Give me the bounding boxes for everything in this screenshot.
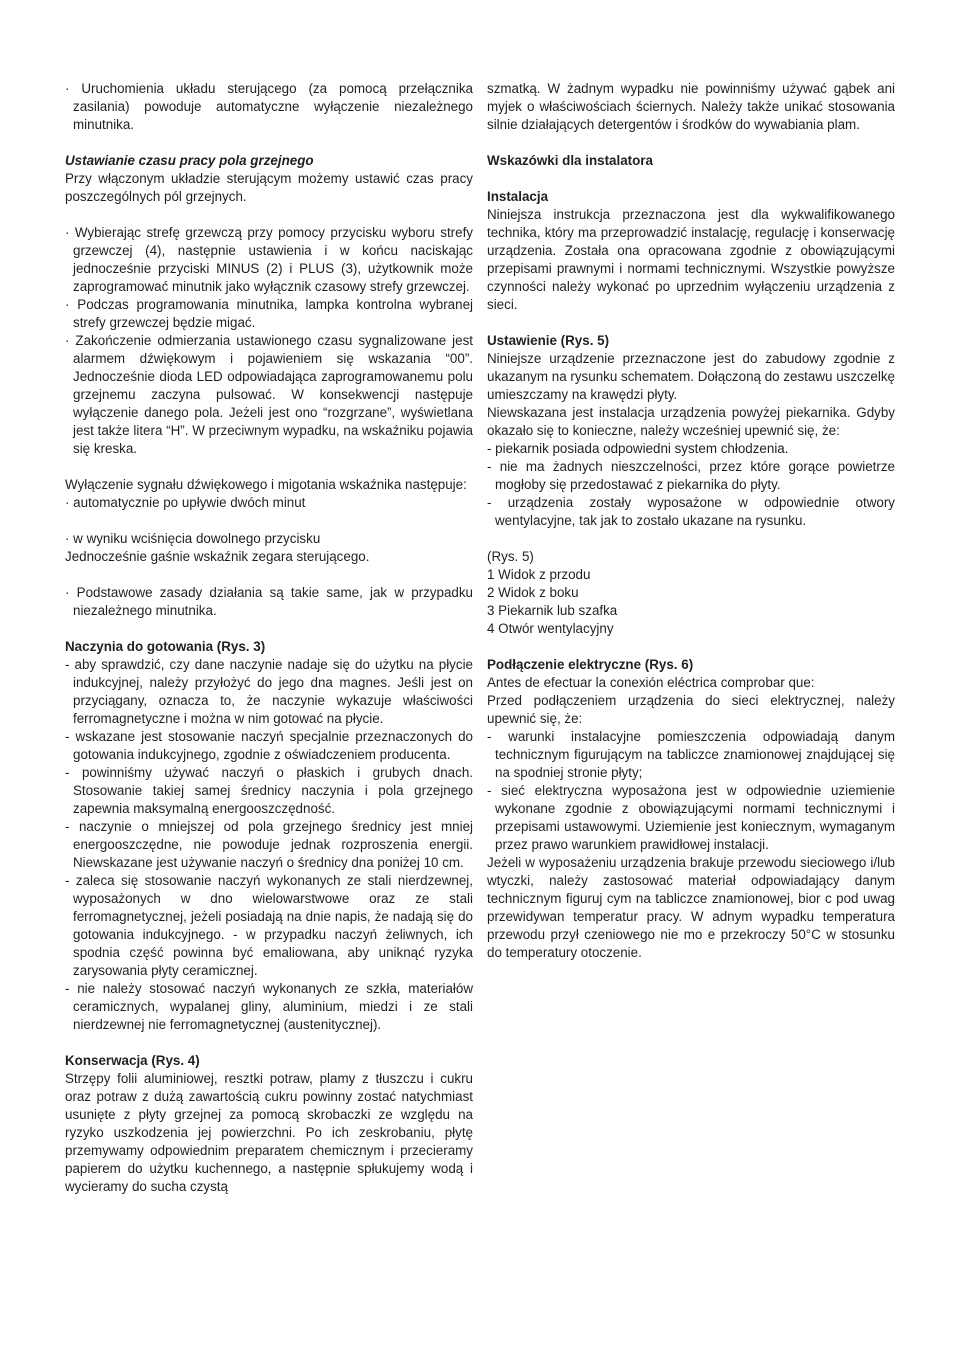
- setup-text: Niewskazana jest instalacja urządzenia powyżej piekarnika. Gdyby okazało się to konieczne, należy wcześniej upewnić się, że:: [487, 405, 895, 438]
- list-item: · Wybierając strefę grzewczą przy pomocy przycisku wyboru strefy grzewczej (4), następnie ustawienia i w końcu naciskając jednocześnie przyciski MINUS (2) i PLUS (3), użytkownik może zaprogramować minutnik jako wyłącznik czasowy strefy grzewczej.: [65, 225, 473, 294]
- basic-rules: · Podstawowe zasady działania są takie same, jak w przypadku niezależnego minutnika.: [65, 585, 473, 618]
- maintenance-continued: szmatką. W żadnym wypadku nie powinniśmy używać gąbek ani myjek o właściwościach ściernych. Należy także unikać stosowania silnie działających detergentów i środków do wywabiania plam.: [487, 81, 895, 132]
- figure-legend-item: 2 Widok z boku: [487, 585, 579, 600]
- list-item: - sieć elektryczna wyposażona jest w odpowiednie uziemienie wykonane zgodnie z obowiązującymi normami technicznymi i przepisami ustawowymi. Uziemienie jest koniecznym, wymaganym przez prawo warunkiem prawidłowej instalacji.: [487, 783, 895, 852]
- list-item: - zaleca się stosowanie naczyń wykonanych ze stali nierdzewnej, wyposażonych w dno wielowarstwowe oraz ze stali ferromagnetycznej, jeżeli posiadają na dnie napis, że nadają się do gotowania indukcyjnego. - w przypadku naczyń żeliwnych, ich spodnia część powinna być emaliowana, aby uniknąć ryzyka zarysowania płyty ceramicznej.: [65, 873, 473, 978]
- list-item: - nie ma żadnych nieszczelności, przez które gorące powietrze mogłoby się przedostawać z piekarnika do płyty.: [487, 459, 895, 492]
- list-item: - wskazane jest stosowanie naczyń specjalnie przeznaczonych do gotowania indukcyjnego, zgodnie z oświadczeniem producenta.: [65, 729, 473, 762]
- signal-intro: Wyłączenie sygnału dźwiękowego i migotania wskaźnika następuje:: [65, 477, 467, 492]
- right-column: [487, 80, 895, 962]
- heading-setup: Ustawienie (Rys. 5): [487, 333, 610, 348]
- list-item: - naczynie o mniejszej od pola grzejnego średnicy jest mniej energooszczędne, nie powoduje jednak rozproszenia energii. Niewskazane jest używanie naczyń o średnicy dna poniżej 10 cm.: [65, 819, 473, 870]
- left-column: [65, 80, 473, 1196]
- list-item: - nie należy stosować naczyń wykonanych ze szkła, materiałów ceramicznych, wypalanej gliny, aluminium, miedzi i ze stali nierdzewnej nie ferromagnetycznej (austenitycznej).: [65, 981, 473, 1032]
- installation-text: Niniejsza instrukcja przeznaczona jest dla wykwalifikowanego technika, który ma przeprowadzić instalację, regulację i konserwację urządzenia. Została ona opracowana zgodnie z obowiązującymi przepisami prawnymi i normami technicznymi. Wszystkie powyższe czynności należy wykonać po uprzednim wyłączeniu urządzenia z sieci.: [487, 207, 895, 312]
- timer-intro: Przy włączonym układzie sterującym możemy ustawić czas pracy poszczególnych pól grzejnych.: [65, 171, 473, 204]
- list-item: - piekarnik posiada odpowiedni system chłodzenia.: [487, 441, 789, 456]
- list-item: - powinniśmy używać naczyń o płaskich i grubych dnach. Stosowanie takiej samej średnicy naczynia i pola grzejnego zapewnia maksymalną energooszczędność.: [65, 765, 473, 816]
- list-item: - aby sprawdzić, czy dane naczynie nadaje się do użytku na płycie indukcyjnej, należy przyłożyć do jego dna magnes. Jeśli jest on przyciągany, oznacza to, że naczynie wykazuje właściwości ferromagnetyczne i można w nim gotować na płycie.: [65, 657, 473, 726]
- heading-electrical: Podłączenie elektryczne (Rys. 6): [487, 657, 694, 672]
- setup-text: Niniejsze urządzenie przeznaczone jest do zabudowy zgodnie z ukazanym na rysunku schematem. Dołączoną do zestawu uszczelkę umieszczamy na krawędzi płyty.: [487, 351, 895, 402]
- list-item: · Podczas programowania minutnika, lampka kontrolna wybranej strefy grzewczej będzie migać.: [65, 297, 473, 330]
- list-item: - warunki instalacyjne pomieszczenia odpowiadają danym technicznym figurującym na tabliczce znamionowej znajdującej się na spodniej stronie płyty;: [487, 729, 895, 780]
- electrical-line: Przed podłączeniem urządzenia do sieci elektrycznej, należy upewnić się, że:: [487, 693, 895, 726]
- electrical-text: Jeżeli w wyposażeniu urządzenia brakuje przewodu sieciowego i/lub wtyczki, należy zastosować materiał odpowiadający danym technicznym figuruj cym na tabliczce znamionowej, bior c pod uwag przewidywan temperatur pracy. W adnym wypadku temperatura przewodu przył czeniowego nie mo e przekroczy 50°C w stosunku do temperatury otoczenie.: [487, 855, 895, 960]
- list-item: - urządzenia zostały wyposażone w odpowiednie otwory wentylacyjne, tak jak to zostało ukazane na rysunku.: [487, 495, 895, 528]
- figure-title: (Rys. 5): [487, 549, 534, 564]
- maintenance-text: Strzępy folii aluminiowej, resztki potraw, plamy z tłuszczu i cukru oraz potraw z dużą zawartością cukru powinny zostać natychmiast usunięte z płyty grzejnej za pomocą skrobaczki ze względu na ryzyko uszkodzenia jej powierzchni. Po ich zeskrobaniu, płytę przemywamy odpowiednim preparatem chemicznym i przecieramy papierem do użytku kuchennego, a następnie spłukujemy wodą i wycieramy do sucha czystą: [65, 1071, 473, 1194]
- heading-installation: Instalacja: [487, 189, 549, 204]
- list-item: · w wyniku wciśnięcia dowolnego przycisku: [65, 531, 321, 546]
- electrical-line: Antes de efectuar la conexión eléctrica comprobar que:: [487, 675, 815, 690]
- heading-cookware: Naczynia do gotowania (Rys. 3): [65, 639, 266, 654]
- figure-legend-item: 3 Piekarnik lub szafka: [487, 603, 618, 618]
- list-item: · automatycznie po upływie dwóch minut: [65, 495, 306, 510]
- minutnik-note: · Uruchomienia układu sterującego (za pomocą przełącznika zasilania) powoduje automatyczne wyłączenie niezależnego minutnika.: [65, 81, 473, 132]
- signal-after: Jednocześnie gaśnie wskaźnik zegara sterującego.: [65, 549, 370, 564]
- list-item: · Zakończenie odmierzania ustawionego czasu sygnalizowane jest alarmem dźwiękowym i pojawieniem się wskazania “00”. Jednocześnie dioda LED odpowiadająca zaprogramowanemu polu grzejnemu zaczyna pulsować. W konsekwencji następuje wyłączenie danego pola. Jeżeli jest ono “rozgrzane”, wyświetlana jest także litera “H”. W przeciwnym wypadku, na wskaźniku pojawia się kreska.: [65, 333, 473, 456]
- figure-legend-item: 4 Otwór wentylacyjny: [487, 621, 614, 636]
- figure-legend-item: 1 Widok z przodu: [487, 567, 591, 582]
- heading-installer-notes: Wskazówki dla instalatora: [487, 153, 653, 168]
- heading-timer-setting: Ustawianie czasu pracy pola grzejnego: [65, 153, 314, 168]
- heading-maintenance: Konserwacja (Rys. 4): [65, 1053, 200, 1068]
